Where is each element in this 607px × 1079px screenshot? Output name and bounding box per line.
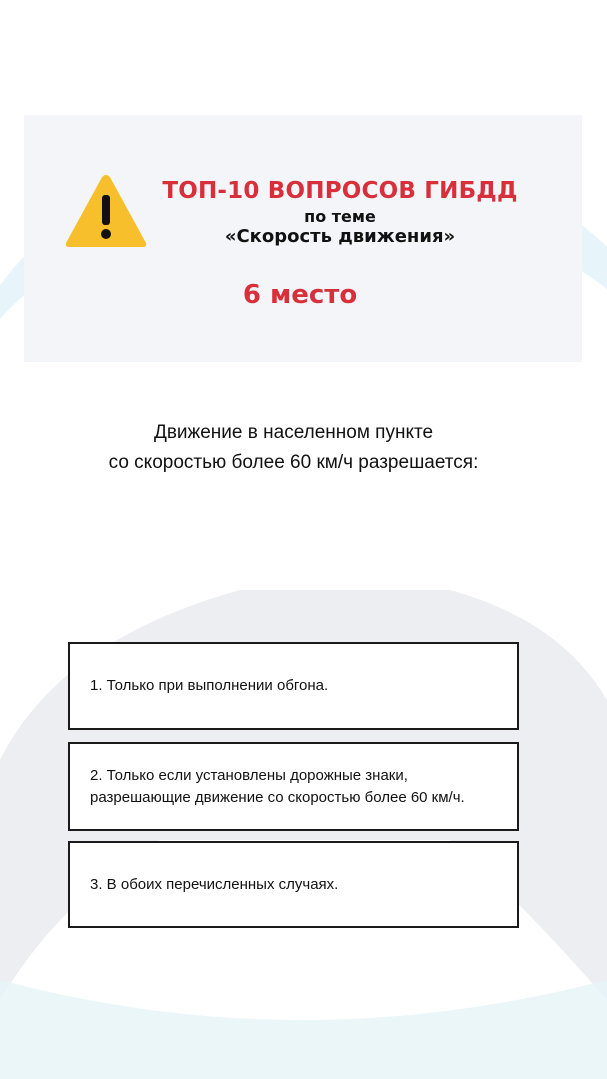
warning-triangle-icon: [64, 173, 148, 249]
subtitle-topic-label: по теме: [304, 207, 376, 226]
answer-option-2[interactable]: [68, 742, 519, 831]
subtitle-topic: «Скорость движения»: [224, 226, 456, 247]
answer-option-3[interactable]: [68, 841, 519, 928]
answer-3-text: 3. В обоих перечисленных случаях.: [90, 875, 339, 893]
answer-2-text-line-2: разрешающие движение со скоростью более 60 км/ч.: [90, 788, 465, 806]
answer-1-text: 1. Только при выполнении обгона.: [90, 677, 329, 694]
answer-option-1[interactable]: [68, 642, 519, 730]
question-line-1: Движение в населенном пункте: [153, 422, 434, 443]
place-rank: 6 место: [242, 280, 358, 310]
question-line-2: со скоростью более 60 км/ч разрешается:: [108, 452, 479, 473]
question-text: [40, 418, 547, 478]
headline: ТОП-10 ВОПРОСОВ ГИБДД: [162, 178, 518, 204]
answer-2-text-line-1: 2. Только если установлены дорожные знаки,: [90, 766, 408, 784]
